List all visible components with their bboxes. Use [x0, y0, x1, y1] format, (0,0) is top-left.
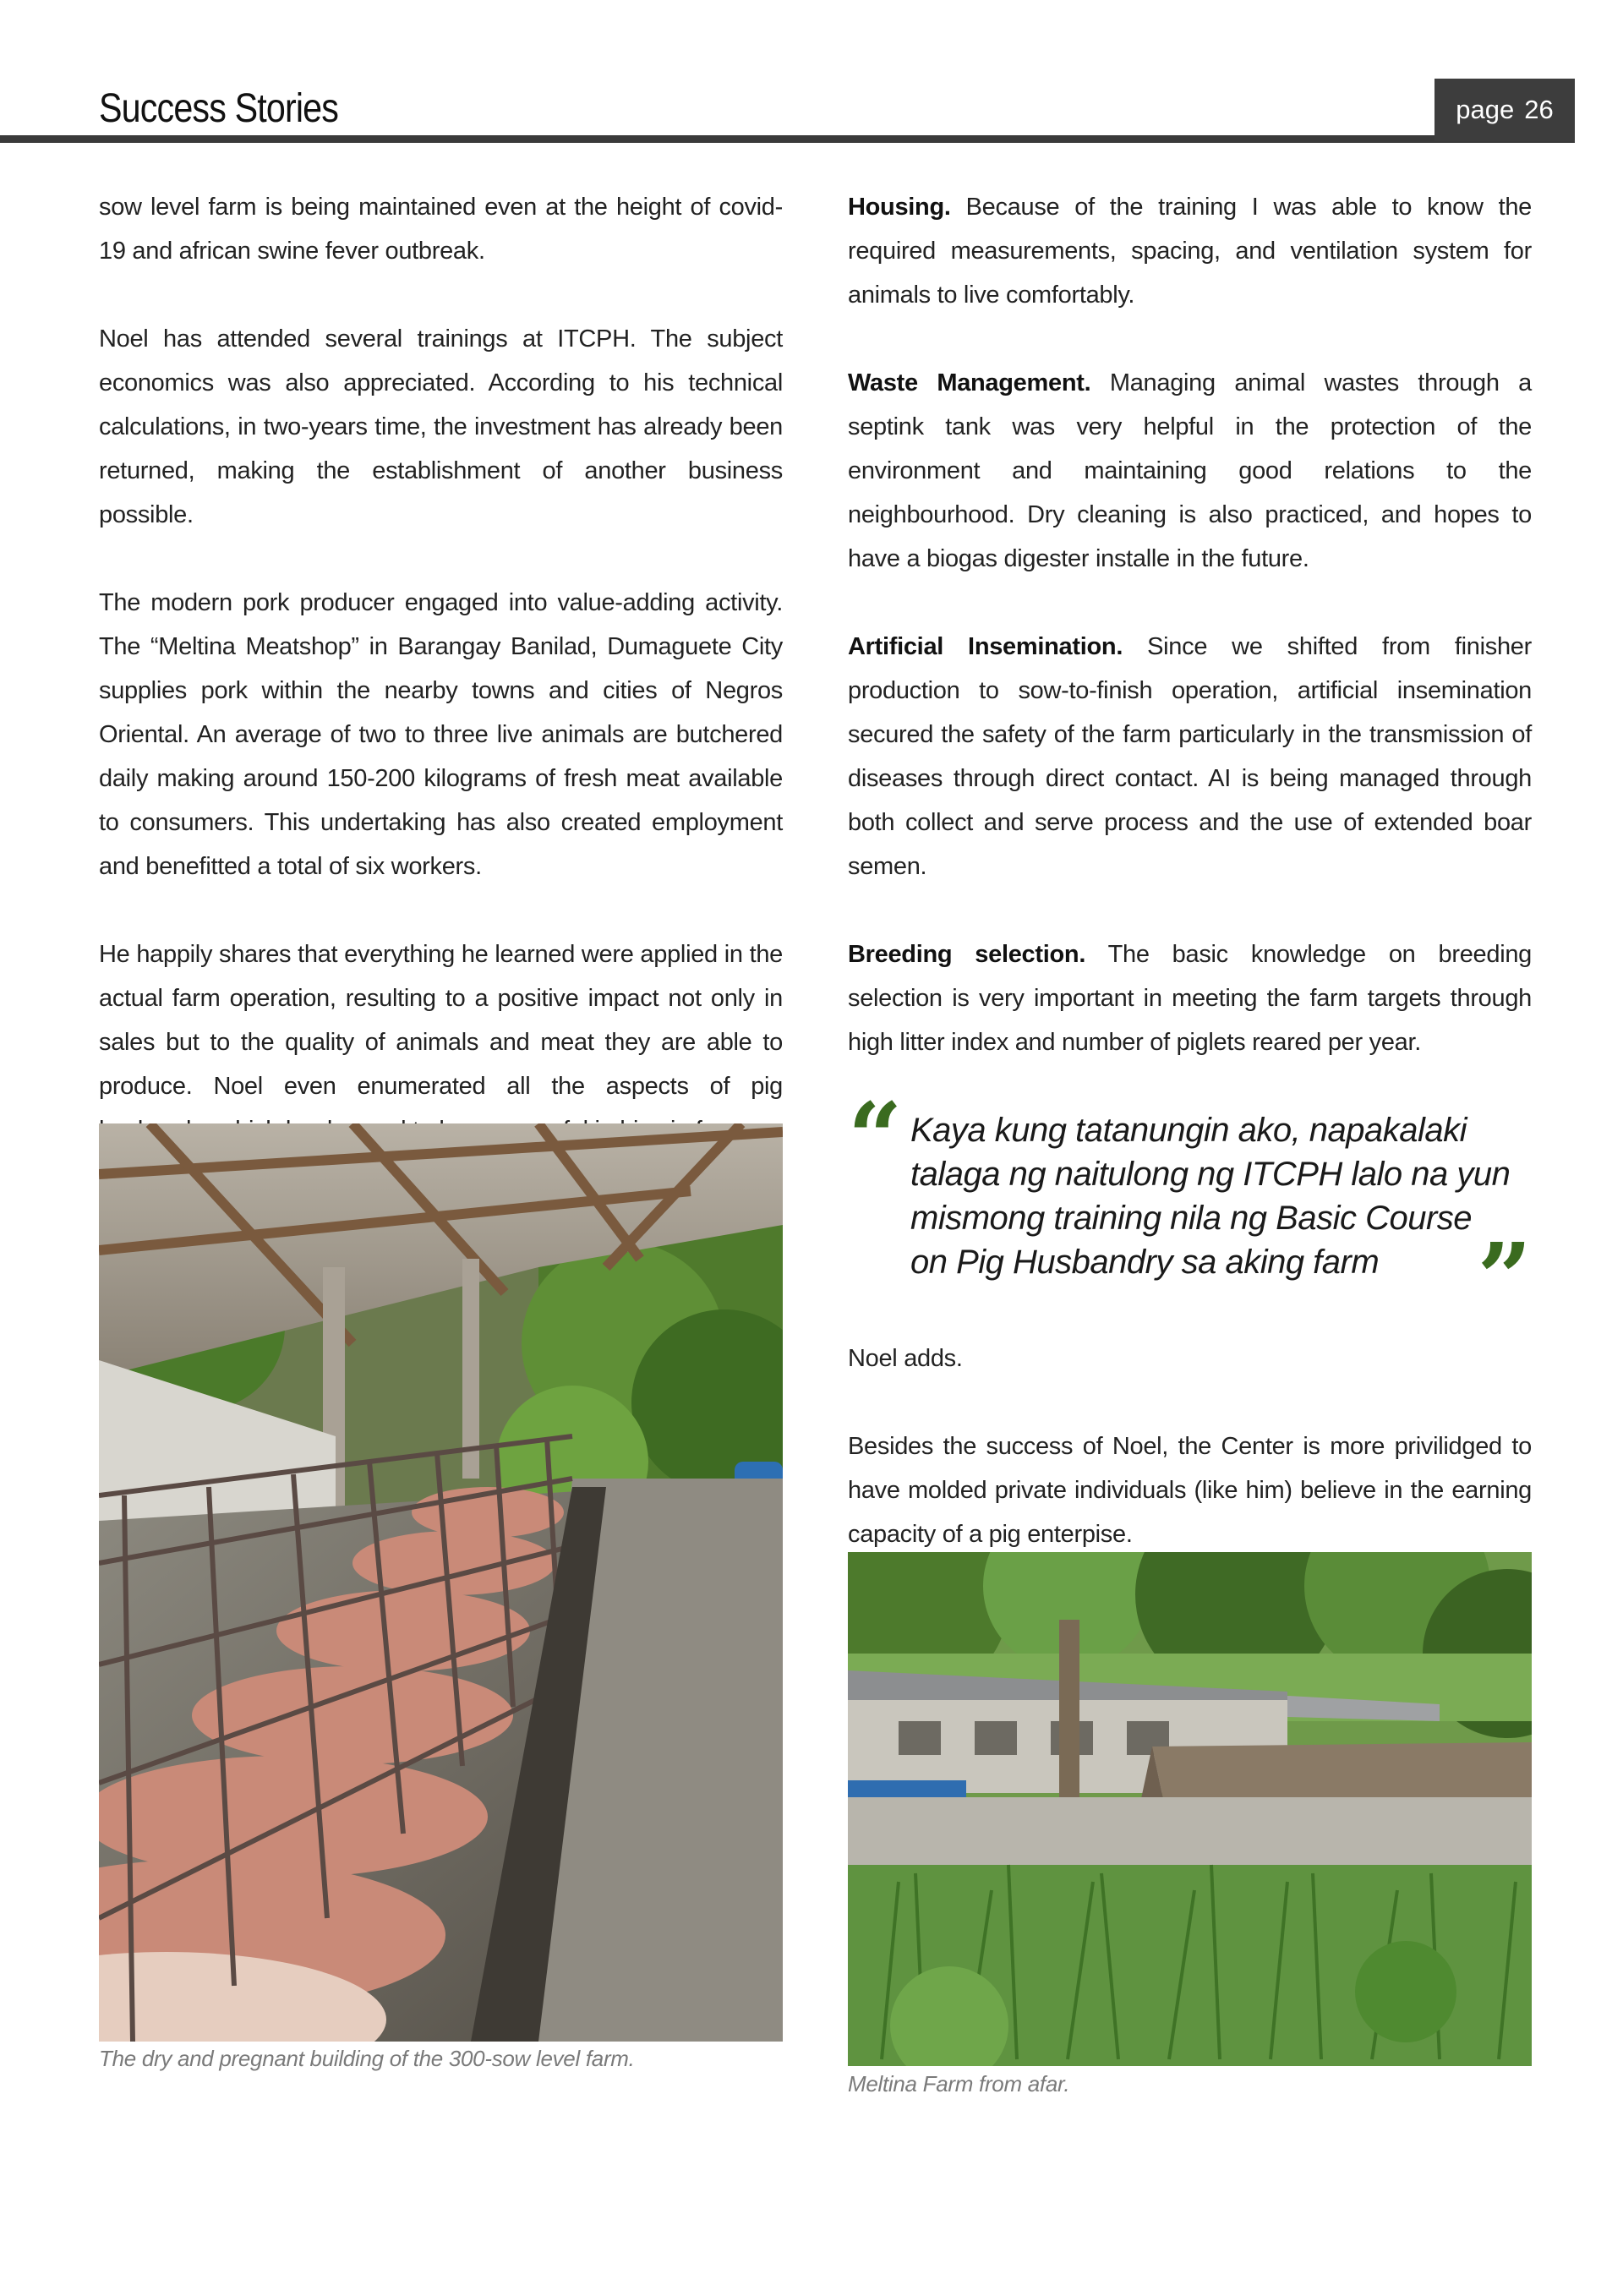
ai-heading: Artificial Insemination.: [848, 633, 1123, 660]
header-divider: [0, 135, 1575, 143]
page-label: page: [1456, 95, 1515, 124]
waste-paragraph: [848, 361, 1532, 581]
waste-text: Managing animal wastes through a septink tank was very helpful in the protection of the environment and maintaining good relations to the neighbourhood. Dry cleaning is also practiced, and hopes to have a biogas digester installe in the future.: [848, 369, 1532, 572]
pig-pen-photo-caption: The dry and pregnant building of the 300-sow level farm.: [99, 2046, 635, 2071]
ai-paragraph: [848, 625, 1532, 888]
left-paragraph-1: sow level farm is being maintained even at the height of covid-19 and african swine fever outbreak.: [99, 194, 783, 265]
breeding-text: The basic knowledge on breeding selection is very important in meeting the farm targets through high litter index and number of piglets reared per year.: [848, 941, 1532, 1056]
pig-pen-photo: [99, 1123, 783, 2042]
section-title: Success Stories: [99, 86, 339, 131]
ai-text: Since we shifted from finisher production to sow-to-finish operation, artificial insemination secured the safety of the farm particularly in the transmission of diseases through direct contact. AI is being managed through both collect and serve process and the use of extended boar semen.: [848, 633, 1532, 880]
page-number: 26: [1524, 95, 1554, 124]
housing-heading: Housing.: [848, 194, 951, 221]
open-quote-mark: “: [848, 1083, 903, 1194]
left-column: [99, 185, 783, 1196]
left-paragraph-4: He happily shares that everything he learned were applied in the actual farm operation, resulting to a positive impact not only in sales but to the quality of animals and meat they are able to produce. Noel even enumerated all the aspects of pig: [99, 941, 783, 1100]
quote-attribution: Noel adds.: [848, 1345, 963, 1372]
breeding-paragraph: [848, 932, 1532, 1064]
waste-heading: Waste Management.: [848, 369, 1091, 396]
page-number-tab: [1434, 79, 1575, 141]
breeding-heading: Breeding selection.: [848, 941, 1086, 968]
farm-photo: [848, 1552, 1532, 2066]
closing-paragraph: Besides the success of Noel, the Center is more privilidged to have molded private individuals (like him) believe in the earning capacity of a pig enterpise.: [848, 1433, 1532, 1548]
housing-text: Because of the training I was able to know the required measurements, spacing, and ventilation system for animals to live comfortably.: [848, 194, 1532, 309]
farm-photo-caption: Meltina Farm from afar.: [848, 2071, 1070, 2096]
pull-quote: [848, 1083, 1532, 1334]
close-quote-mark: ”: [1477, 1223, 1532, 1334]
left-paragraph-3: The modern pork producer engaged into value-adding activity. The “Meltina Meatshop” in Barangay Banilad, Dumaguete City supplies pork within the nearby towns and cities of Negros Oriental. An average of two to three live animals are butchered daily making around 150-200 kilograms of fresh meat available to consumers. This undertaking has also created employment and benefitted a total of six workers.: [99, 589, 783, 880]
right-column: [848, 185, 1532, 1600]
housing-paragraph: [848, 185, 1532, 317]
quote-text: Kaya kung tatanungin ako, napakalaki talaga ng naitulong ng ITCPH lalo na yun mismong training nila ng Basic Course on Pig Husbandry sa aking farm: [910, 1112, 1511, 1281]
left-paragraph-2: Noel has attended several trainings at ITCPH. The subject economics was also appreciated. According to his technical calculations, in two-years time, the investment has already been returned, making the establishment of another business possible.: [99, 325, 783, 528]
